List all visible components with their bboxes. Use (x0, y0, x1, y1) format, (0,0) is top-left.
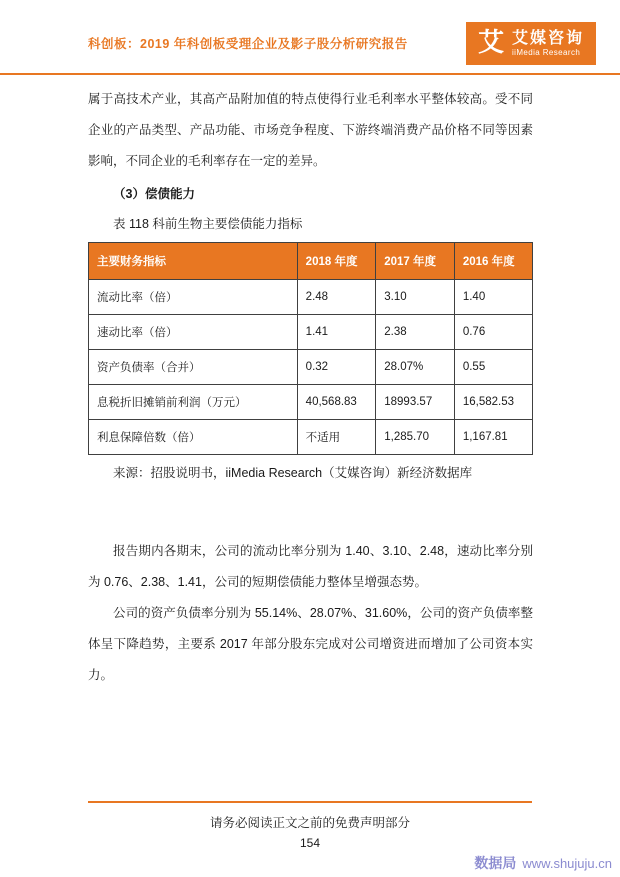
table-cell: 不适用 (297, 419, 376, 454)
logo-name-en: iiMedia Research (511, 48, 581, 58)
table-cell: 2.38 (376, 314, 455, 349)
table-cell: 流动比率（倍） (89, 279, 298, 314)
iimedia-logo (466, 22, 596, 65)
shujuju-watermark-link[interactable] (474, 853, 612, 873)
paragraph-gross-margin: 属于高技术产业，其高产品附加值的特点使得行业毛利率水平整体较高。受不同企业的产品类型、产品功能、市场竞争程度、下游终端消费产品价格不同等因素影响，不同企业的毛利率存在一定的差异。 (88, 91, 533, 168)
solvency-indicators-table (88, 242, 533, 455)
table-cell: 1.41 (297, 314, 376, 349)
table-header-row (89, 242, 533, 279)
table-row (89, 349, 533, 384)
section-heading-solvency: （3）偿债能力 (113, 186, 195, 201)
iimedia-logo-text (512, 29, 584, 58)
table-row (89, 279, 533, 314)
table-cell: 1,167.81 (454, 419, 532, 454)
logo-name-cn: 艾媒咨询 (511, 30, 584, 47)
table-cell: 1,285.70 (376, 419, 455, 454)
table-header-2018: 2018 年度 (297, 242, 376, 279)
table-header-indicator: 主要财务指标 (89, 242, 298, 279)
paragraph-liquidity-ratios: 报告期内各期末，公司的流动比率分别为 1.40、3.10、2.48，速动比率分别为 0.76、2.38、1.41，公司的短期偿债能力整体呈增强态势。 (88, 543, 533, 589)
table-cell: 28.07% (376, 349, 455, 384)
footer-divider (88, 801, 532, 803)
watermark-url: www.shujuju.cn (522, 856, 612, 871)
table-header-2016: 2016 年度 (454, 242, 532, 279)
table-header-2017: 2017 年度 (376, 242, 455, 279)
watermark-name: 数据局 (474, 855, 517, 871)
table-source: 来源：招股说明书，iiMedia Research（艾媒咨询）新经济数据库 (113, 465, 473, 480)
page-header (0, 0, 620, 73)
page-number: 154 (299, 836, 321, 850)
table-cell: 1.40 (454, 279, 532, 314)
table-row (89, 314, 533, 349)
iimedia-logo-icon: 艾 (477, 28, 504, 58)
table-cell: 0.32 (297, 349, 376, 384)
table-cell: 0.55 (454, 349, 532, 384)
report-title: 科创板：2019 年科创板受理企业及影子股分析研究报告 (88, 37, 408, 52)
table-cell: 资产负债率（合并） (89, 349, 298, 384)
table-cell: 2.48 (297, 279, 376, 314)
table-cell: 利息保障倍数（倍） (89, 419, 298, 454)
paragraph-debt-ratio: 公司的资产负债率分别为 55.14%、28.07%、31.60%，公司的资产负债率整体呈下降趋势，主要系 2017 年部分股东完成对公司增资进而增加了公司资本实力。 (88, 605, 533, 682)
table-cell: 18993.57 (376, 384, 455, 419)
table-row (89, 419, 533, 454)
table-cell: 息税折旧摊销前利润（万元） (89, 384, 298, 419)
table-cell: 40,568.83 (297, 384, 376, 419)
table-cell: 3.10 (376, 279, 455, 314)
table-cell: 速动比率（倍） (89, 314, 298, 349)
table-row (89, 384, 533, 419)
page-content (0, 75, 620, 691)
table-caption: 表 118 科前生物主要偿债能力指标 (113, 216, 303, 231)
table-cell: 16,582.53 (454, 384, 532, 419)
table-cell: 0.76 (454, 314, 532, 349)
footer-disclaimer: 请务必阅读正文之前的免费声明部分 (209, 816, 410, 830)
